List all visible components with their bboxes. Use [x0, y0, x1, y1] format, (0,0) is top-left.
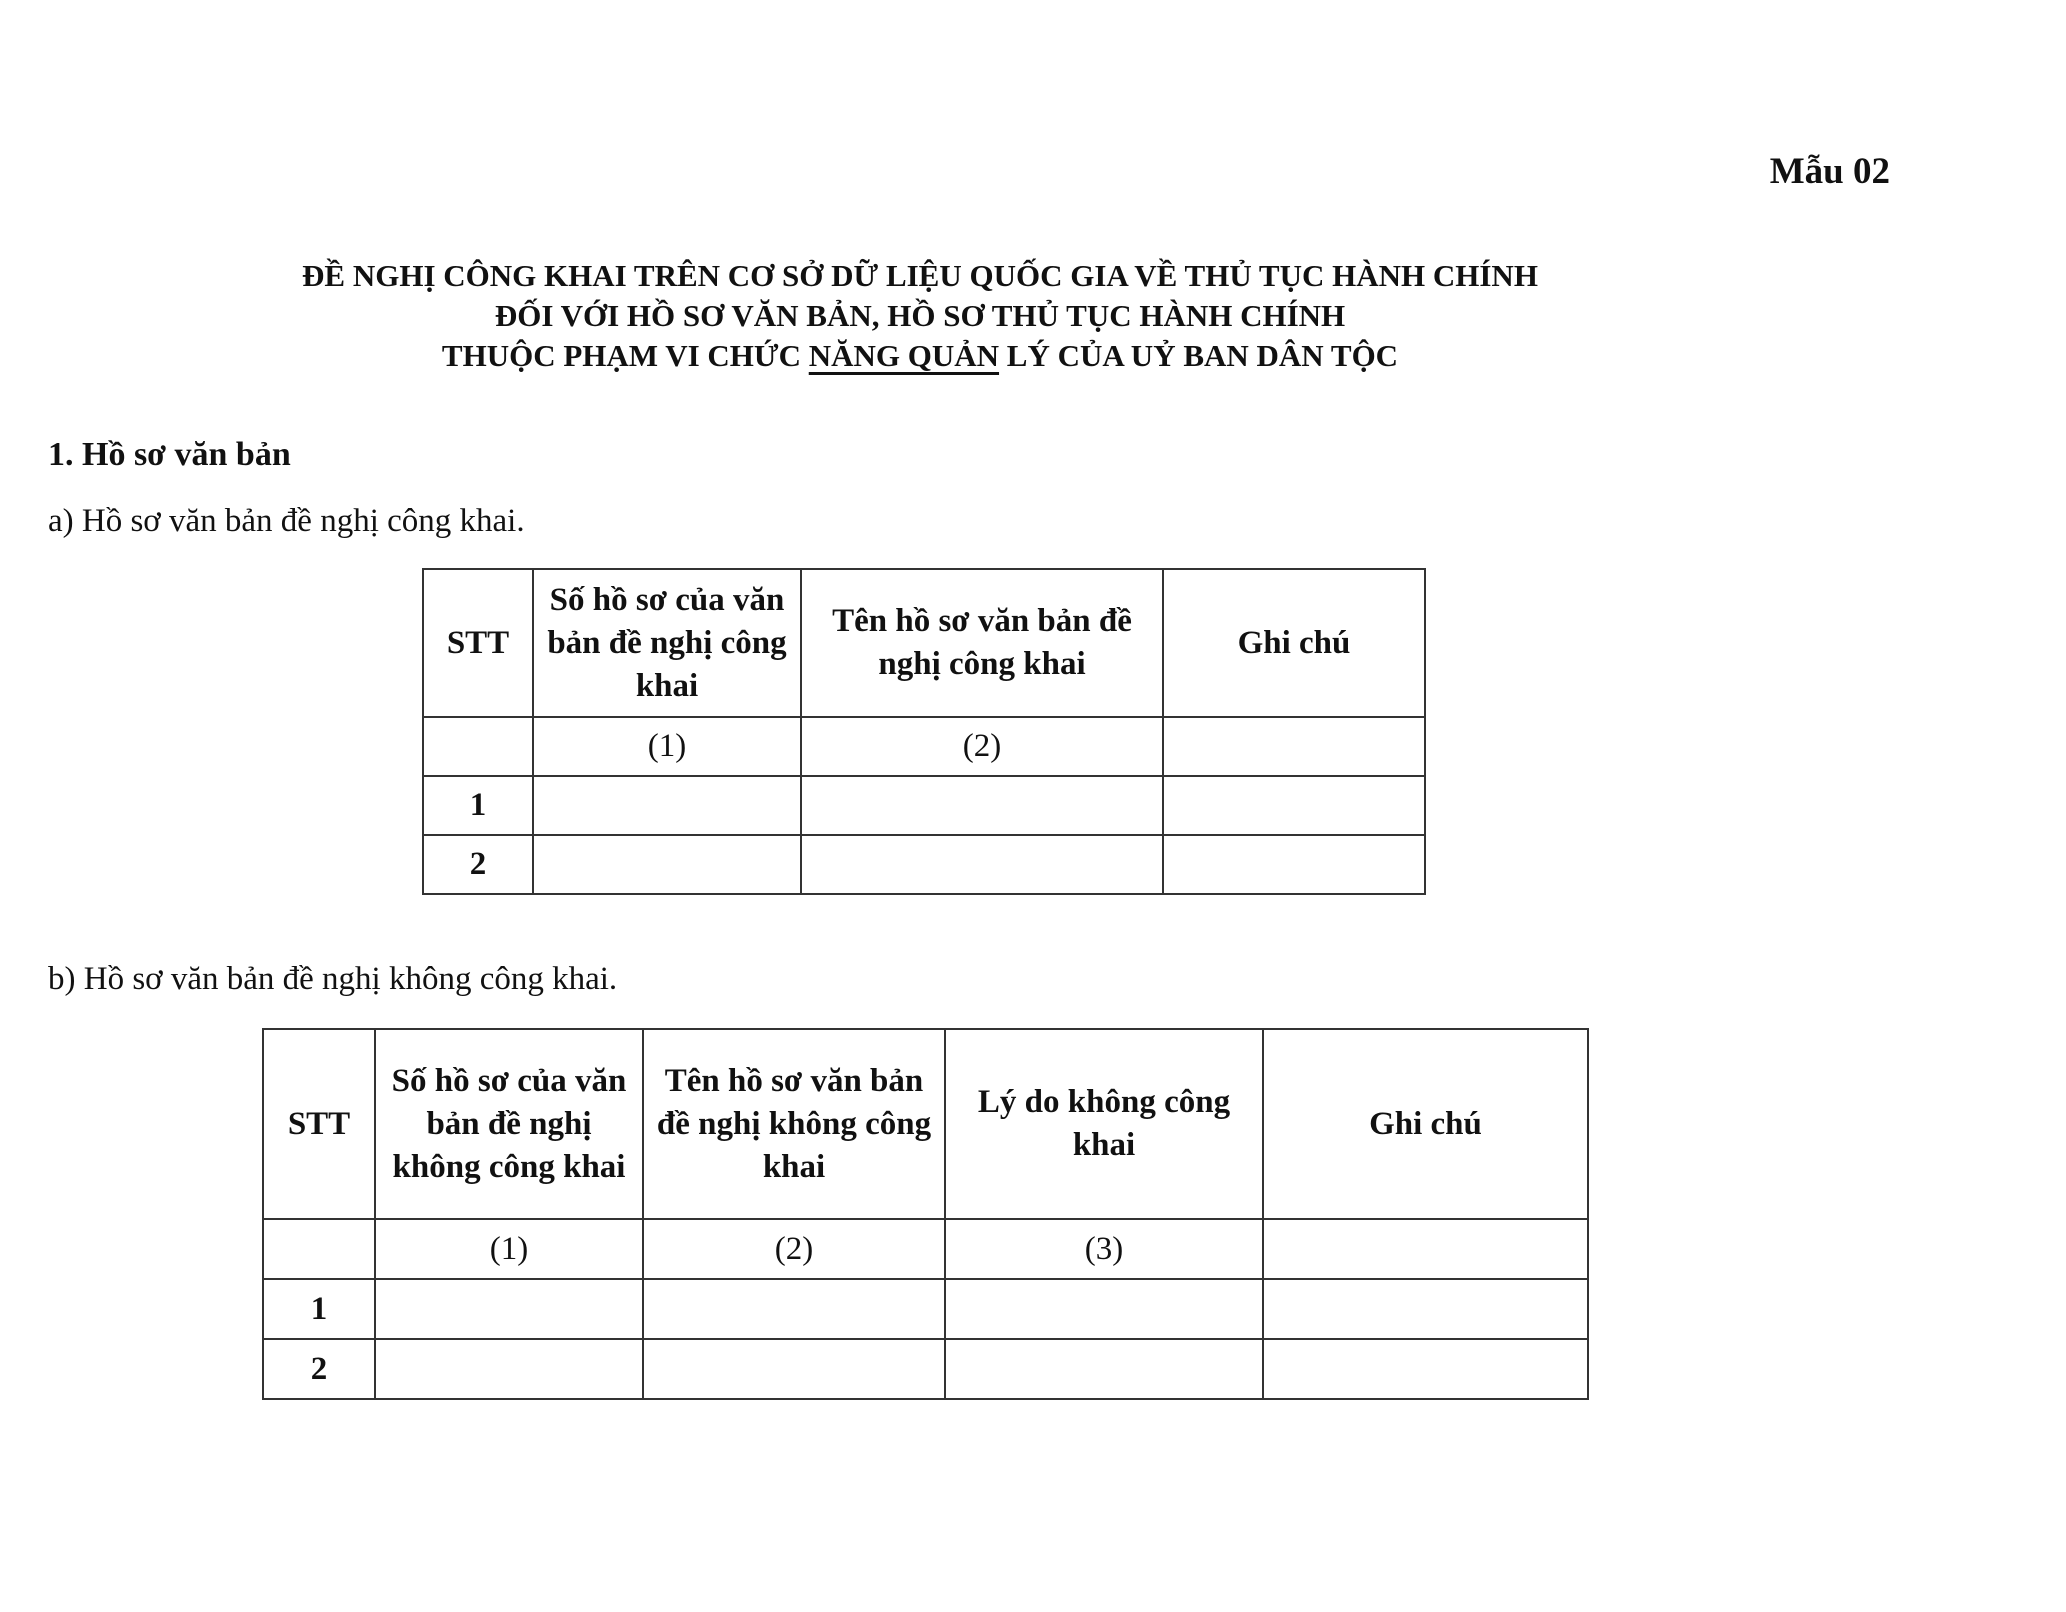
- table-row: [423, 776, 1425, 835]
- index-cell: [1163, 717, 1425, 776]
- index-cell: [263, 1219, 375, 1279]
- table-cell: [375, 1279, 643, 1339]
- table-cell: [643, 1279, 945, 1339]
- table-cell-stt: 1: [263, 1279, 375, 1339]
- table-cell: [533, 776, 801, 835]
- header-record-name: Tên hồ sơ văn bản đề nghị không công khai: [643, 1029, 945, 1219]
- header-note: Ghi chú: [1263, 1029, 1588, 1219]
- header-stt: STT: [263, 1029, 375, 1219]
- title-line-3-prefix: THUỘC PHẠM VI CHỨC: [441, 338, 809, 373]
- section-heading: 1. Hồ sơ văn bản: [48, 436, 291, 473]
- table-cell: [375, 1339, 643, 1399]
- header-record-number: Số hồ sơ của văn bản đề nghị không công khai: [375, 1029, 643, 1219]
- title-line-3-underlined: NĂNG QUẢN: [808, 338, 1000, 373]
- table-cell: [533, 835, 801, 894]
- index-cell: (2): [643, 1219, 945, 1279]
- table-row: [423, 835, 1425, 894]
- table-index-row: [423, 717, 1425, 776]
- public-records-table: [422, 568, 1426, 895]
- table-cell: [945, 1339, 1263, 1399]
- title-line-2: ĐỐI VỚI HỒ SƠ VĂN BẢN, HỒ SƠ THỦ TỤC HÀNH CHÍNH: [494, 298, 1346, 333]
- index-cell: (2): [801, 717, 1163, 776]
- title-line-3: [100, 336, 1740, 376]
- subsection-a-label: a) Hồ sơ văn bản đề nghị công khai.: [48, 503, 525, 539]
- document-title: [100, 256, 1740, 376]
- index-cell: (3): [945, 1219, 1263, 1279]
- table-header-row: [423, 569, 1425, 717]
- table-cell-stt: 2: [263, 1339, 375, 1399]
- header-note: Ghi chú: [1163, 569, 1425, 717]
- table-row: [263, 1339, 1588, 1399]
- header-record-number: Số hồ sơ của văn bản đề nghị công khai: [533, 569, 801, 717]
- table-cell: [1163, 835, 1425, 894]
- table-header-row: [263, 1029, 1588, 1219]
- table-cell: [801, 776, 1163, 835]
- table-cell: [801, 835, 1163, 894]
- index-cell: [1263, 1219, 1588, 1279]
- index-cell: (1): [375, 1219, 643, 1279]
- table-cell-stt: 1: [423, 776, 533, 835]
- table-cell: [945, 1279, 1263, 1339]
- table-cell: [1163, 776, 1425, 835]
- header-stt: STT: [423, 569, 533, 717]
- table-cell-stt: 2: [423, 835, 533, 894]
- index-cell: [423, 717, 533, 776]
- subsection-b-label: b) Hồ sơ văn bản đề nghị không công khai.: [48, 961, 618, 997]
- index-cell: (1): [533, 717, 801, 776]
- header-record-name: Tên hồ sơ văn bản đề nghị công khai: [801, 569, 1163, 717]
- table-cell: [643, 1339, 945, 1399]
- table-cell: [1263, 1339, 1588, 1399]
- nonpublic-records-table: [262, 1028, 1589, 1400]
- table-cell: [1263, 1279, 1588, 1339]
- table-row: [263, 1279, 1588, 1339]
- table-index-row: [263, 1219, 1588, 1279]
- title-line-1: ĐỀ NGHỊ CÔNG KHAI TRÊN CƠ SỞ DỮ LIỆU QUỐC GIA VỀ THỦ TỤC HÀNH CHÍNH: [302, 258, 1538, 293]
- form-code: Mẫu 02: [1769, 151, 1890, 192]
- title-line-3-suffix: LÝ CỦA UỶ BAN DÂN TỘC: [999, 338, 1399, 373]
- header-reason: Lý do không công khai: [945, 1029, 1263, 1219]
